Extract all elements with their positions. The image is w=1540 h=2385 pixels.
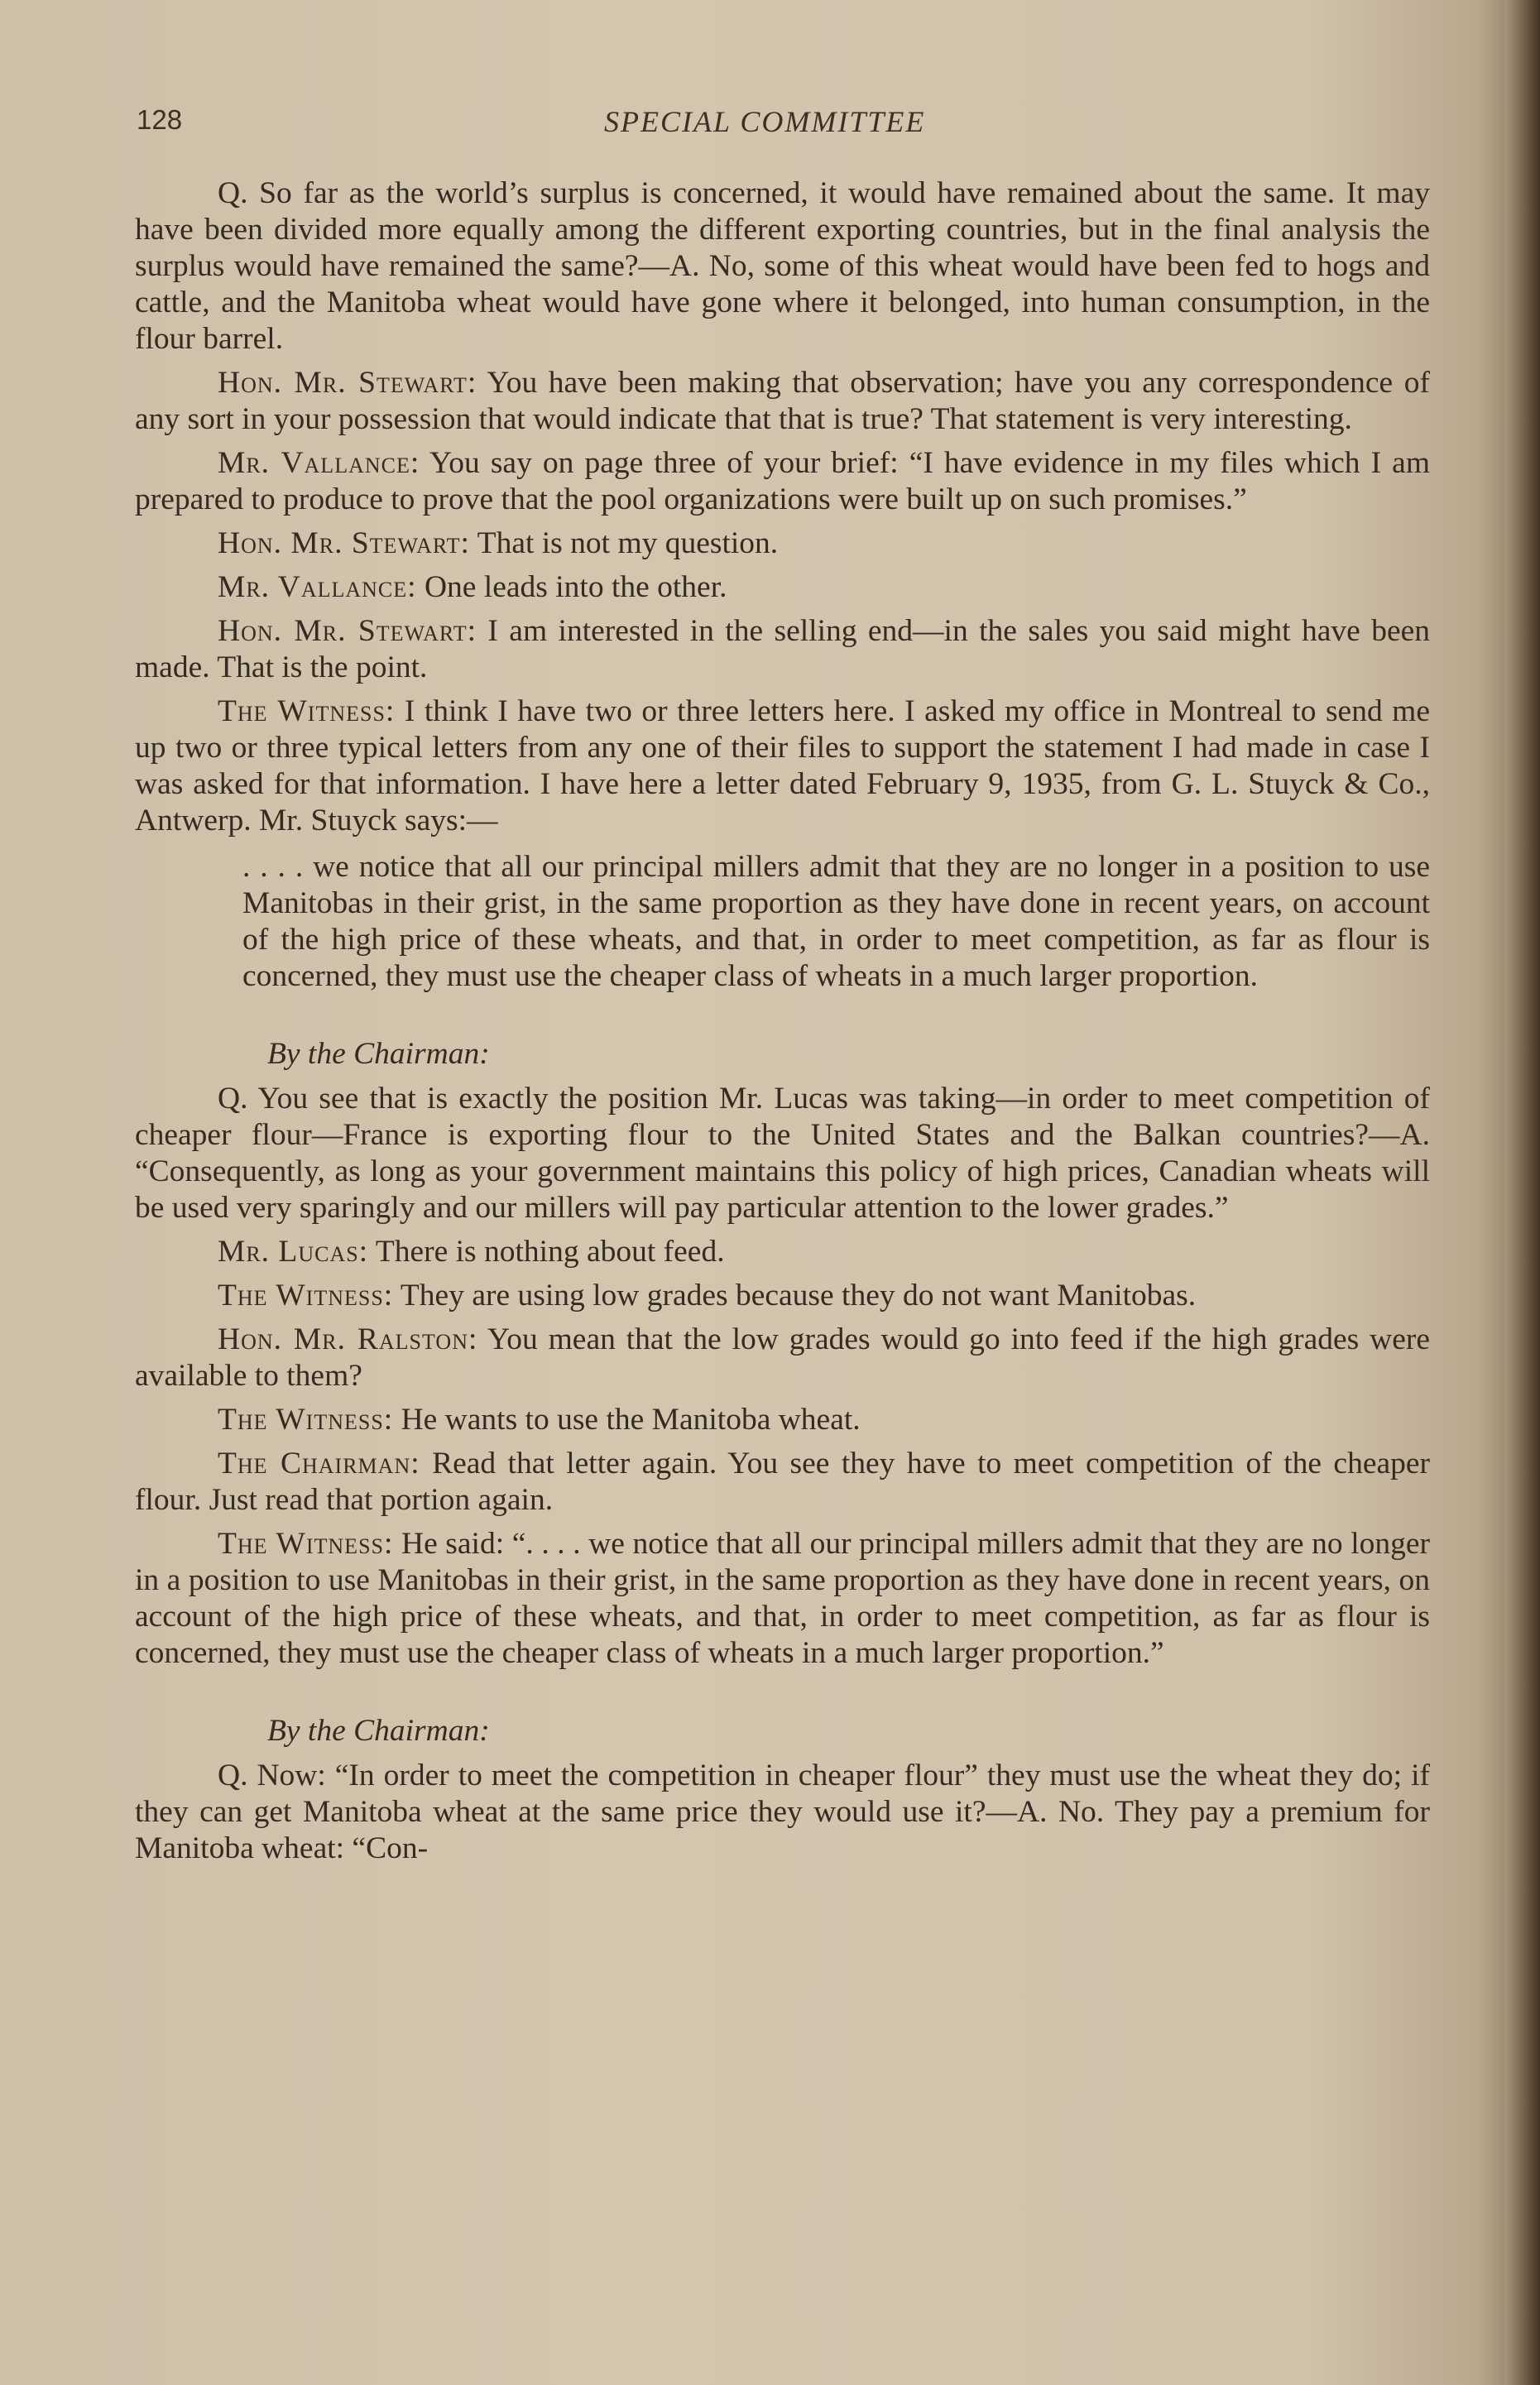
speaker: Hon. Mr. Ralston: [218,1322,478,1356]
examiner-heading-text: By the Chairman: [267,1037,490,1071]
paragraph-text: Q. So far as the world’s surplus is concerned, it would have remained about the same. It may have been divided more equally among the different exporting countries, but in the final analysis the surplus would have remained the same?—A. No, some of this wheat would have been fed to hogs and cattle, and the Manitoba wheat would have gone where it belonged, into human consumption, in the flour barrel. [135,176,1430,356]
speaker: The Witness: [218,694,396,728]
examiner-heading [135,1036,1430,1073]
paragraph-text: They are using low grades because they do not want Manitobas. [393,1279,1197,1312]
paragraph-text: Q. Now: “In order to meet the competition in cheaper flour” they must use the wheat they do; if they can get Manitoba wheat at the same price they would use it?—A. No. They pay a premium for Manitoba wheat: “Con- [135,1759,1430,1865]
paragraph-text: I think I have two or three letters here. I asked my office in Montreal to send me up two or three typical letters from any one of their files to support the statement I had made in case I was asked for that information. I have here a letter dated February 9, 1935, from G. L. Stuyck & Co., Antwerp. Mr. Stuyck says:— [135,694,1430,837]
block-quote [242,849,1430,995]
speaker: Hon. Mr. Stewart: [218,526,470,560]
paragraph [135,1446,1430,1519]
paragraph [135,1758,1430,1867]
paragraph-text: You have been making that observation; have you any correspondence of any sort in your possession that would indicate that that is true? That statement is very interesting. [135,366,1430,436]
paragraph-text: I am interested in the selling end—in the sales you said might have been made. That is the point. [135,614,1430,684]
paragraph-text: Q. You see that is exactly the position Mr. Lucas was taking—in order to meet competition of cheaper flour—France is exporting flour to the United States and the Balkan countries?—A. “Consequently, as long as your government maintains this policy of high prices, Canadian wheats will be used very sparingly and our millers will pay particular attention to the lower grades.” [135,1082,1430,1225]
examiner-heading-text: By the Chairman: [267,1714,490,1748]
paragraph-text: He said: “. . . . we notice that all our principal millers admit that they are no longer in a position to use Manitobas in their grist, in the same proportion as they have done in recent years, on account of the high price of these wheats, and that, in order to meet competition, as far as flour is concerned, they must use the cheaper class of wheats in a much larger proportion.” [135,1527,1430,1670]
paragraph [135,365,1430,438]
paragraph [135,613,1430,686]
paragraph-text: That is not my question. [469,526,779,560]
paragraph-text: Read that letter again. You see they have to meet competition of the cheaper flour. Just read that portion again. [135,1447,1430,1517]
speaker: Mr. Vallance: [218,446,420,480]
paragraph [135,1278,1430,1314]
examiner-heading [135,1713,1430,1749]
speaker: Hon. Mr. Stewart: [218,366,477,400]
paragraph-text: You mean that the low grades would go into feed if the high grades were available to them? [135,1322,1430,1393]
speaker: The Chairman: [218,1447,420,1480]
paragraph [135,1234,1430,1270]
running-head: SPECIAL COMMITTEE [604,105,926,138]
page-header [137,104,1415,154]
paragraph [135,1081,1430,1226]
speaker: Mr. Vallance: [218,570,417,604]
paragraph-text: There is nothing about feed. [368,1235,725,1269]
quote-text: . . . . we notice that all our principal millers admit that they are no longer in a position to use Manitobas in their grist, in the same proportion as they have done in recent years, on account of the high price of these wheats, and that, in order to meet competition, as far as flour is concerned, they must use the cheaper class of wheats in a much larger proportion. [242,850,1430,993]
paragraph [135,175,1430,358]
paragraph [135,1322,1430,1394]
paragraph-text: You say on page three of your brief: “I have evidence in my files which I am prepared to produce to prove that the pool organizations were built up on such promises.” [135,446,1430,516]
speaker: Hon. Mr. Stewart: [218,614,477,648]
paragraph [135,445,1430,518]
speaker: The Witness: [218,1279,394,1312]
page-edge-shadow [1505,0,1540,2385]
speaker: Mr. Lucas: [218,1235,369,1269]
paragraph [135,525,1430,562]
speaker: The Witness: [218,1527,394,1561]
paragraph [135,1526,1430,1672]
speaker: The Witness: [218,1403,394,1437]
body-text [135,175,1430,1874]
page-number: 128 [137,104,183,135]
paragraph [135,569,1430,606]
paragraph-text: One leads into the other. [416,570,727,604]
paragraph [135,1402,1430,1438]
paragraph [135,693,1430,839]
paragraph-text: He wants to use the Manitoba wheat. [393,1403,861,1437]
